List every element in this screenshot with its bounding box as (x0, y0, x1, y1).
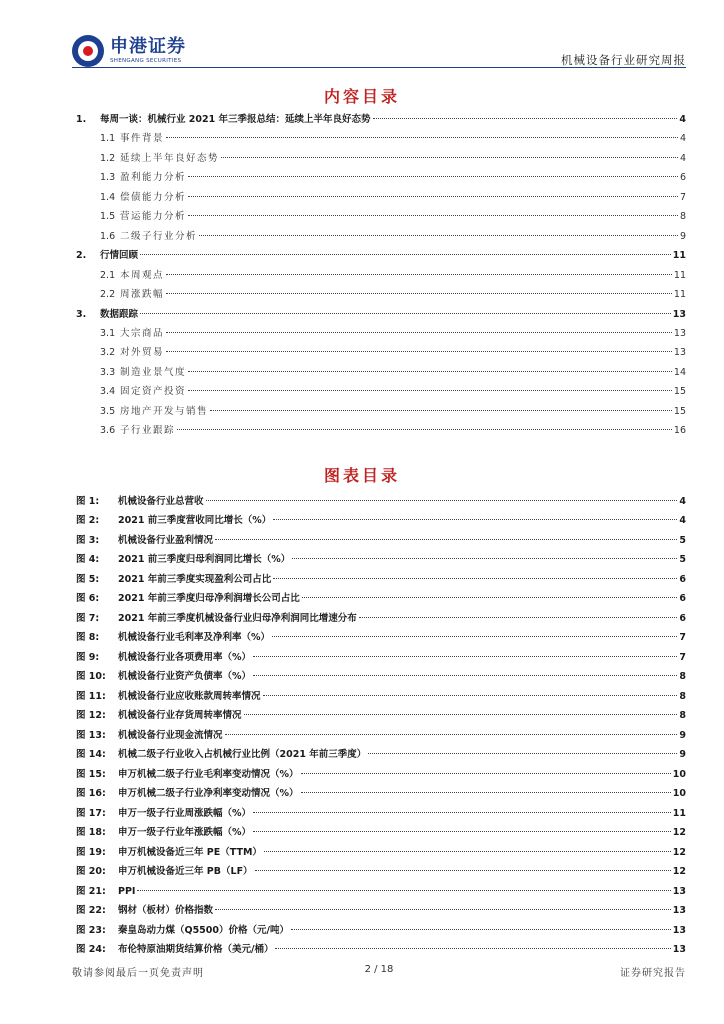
toc-title: 内容目录 (323, 87, 400, 106)
figure-number: 图 9: (76, 651, 100, 663)
toc-section-entry[interactable] (100, 364, 686, 382)
figure-list-entry[interactable] (76, 863, 686, 881)
toc-section-entry[interactable] (100, 130, 686, 148)
toc-entry-title: 偿债能力分析 (120, 191, 187, 203)
figure-list-entry[interactable] (76, 688, 686, 706)
figure-caption: 申万机械设备近三年 PB（LF） (118, 866, 253, 878)
figure-caption: 2021 前三季度归母利润同比增长（%） (118, 554, 291, 566)
figure-caption: 申万机械二级子行业毛利率变动情况（%） (118, 768, 299, 780)
figure-number: 图 10: (76, 671, 106, 683)
figure-leader-dots (137, 890, 670, 891)
toc-entry-page: 15 (673, 405, 686, 417)
figure-number: 图 23: (76, 924, 106, 936)
toc-section-entry[interactable] (100, 189, 686, 207)
figure-page: 12 (672, 866, 686, 878)
toc-entry-title: 行情回顾 (100, 250, 139, 262)
figure-leader-dots (273, 578, 677, 579)
figure-caption: 2021 年前三季度机械设备行业归母净利润同比增速分布 (118, 612, 357, 624)
toc-entry-title: 周涨跌幅 (120, 289, 165, 301)
figure-leader-dots (255, 870, 671, 871)
figure-number: 图 14: (76, 749, 106, 761)
figure-list-entry[interactable] (76, 746, 686, 764)
figure-number: 图 11: (76, 690, 106, 702)
figure-page: 4 (679, 496, 686, 507)
figure-leader-dots (225, 734, 678, 735)
figure-list-entry[interactable] (76, 844, 686, 862)
figure-leader-dots (291, 929, 671, 930)
toc-section-entry[interactable] (100, 422, 686, 440)
figure-list-entry[interactable] (76, 883, 686, 901)
toc-entry-page: 15 (673, 386, 686, 398)
toc-leader-dots (188, 196, 678, 197)
figure-number: 图 13: (76, 729, 106, 741)
figure-page: 8 (679, 690, 686, 702)
toc-entry-page: 6 (679, 172, 686, 184)
logo-name-cn: 申港证券 (110, 36, 186, 57)
figure-page: 7 (679, 632, 686, 644)
figure-caption: 机械设备行业应收账款周转率情况 (118, 690, 261, 702)
figure-page: 9 (679, 749, 686, 761)
toc-entry-number: 3.6 (100, 425, 116, 437)
report-type: 机械设备行业研究周报 (561, 53, 686, 67)
figure-list-entry[interactable] (76, 532, 686, 550)
figure-caption: 2021 前三季度营收同比增长（%） (118, 515, 272, 527)
figure-leader-dots (292, 558, 677, 559)
toc-chapter-entry[interactable] (76, 247, 686, 265)
toc-chapter-entry[interactable] (76, 306, 686, 324)
toc-entry-title: 房地产开发与销售 (120, 405, 209, 417)
toc-leader-dots (166, 137, 678, 138)
figure-number: 图 22: (76, 905, 106, 917)
toc-entry-page: 11 (673, 289, 686, 301)
figure-number: 图 20: (76, 866, 106, 878)
figure-number: 图 24: (76, 944, 106, 956)
figure-list-entry[interactable] (76, 571, 686, 589)
figure-list-entry[interactable] (76, 766, 686, 784)
figure-number: 图 3: (76, 534, 100, 546)
figure-list-entry[interactable] (76, 941, 686, 959)
figure-leader-dots (272, 636, 677, 637)
toc-entry-title: 对外贸易 (120, 347, 165, 359)
figure-page: 12 (672, 846, 686, 858)
toc-leader-dots (166, 274, 672, 275)
toc-leader-dots (140, 254, 671, 255)
page-header (72, 30, 686, 70)
figure-page: 11 (672, 807, 686, 819)
header-divider (72, 67, 686, 68)
toc-entry-number: 3. (76, 308, 87, 320)
toc-section-entry[interactable] (100, 344, 686, 362)
figure-list-entry[interactable] (76, 707, 686, 725)
figure-caption: 布伦特原油期货结算价格（美元/桶） (118, 944, 274, 956)
figure-leader-dots (301, 792, 671, 793)
toc-leader-dots (188, 371, 672, 372)
figure-page: 7 (679, 651, 686, 663)
toc-section-entry[interactable] (100, 403, 686, 421)
figure-list-entry[interactable] (76, 805, 686, 823)
disclaimer-note: 敬请参阅最后一页免责声明 (72, 968, 204, 979)
toc-entry-title: 每周一谈：机械行业 2021 年三季报总结：延续上半年良好态势 (100, 114, 371, 125)
figure-number: 图 7: (76, 612, 100, 624)
figure-page: 6 (679, 612, 686, 624)
figure-leader-dots (253, 675, 677, 676)
toc-entry-page: 9 (679, 230, 686, 242)
toc-entry-page: 11 (673, 269, 686, 281)
figure-caption: 机械设备行业盈利情况 (118, 534, 214, 546)
figure-list-entry[interactable] (76, 785, 686, 803)
figure-leader-dots (244, 714, 678, 715)
figure-page: 13 (672, 924, 686, 936)
toc-entry-title: 本周观点 (120, 269, 165, 281)
toc-entry-number: 1.1 (100, 133, 116, 145)
toc-chapter-entry[interactable] (76, 111, 686, 129)
toc-entry-title: 固定资产投资 (120, 386, 187, 398)
toc-section-entry[interactable] (100, 383, 686, 401)
toc-entry-page: 14 (673, 366, 686, 378)
toc-leader-dots (140, 313, 671, 314)
toc-entry-title: 盈利能力分析 (120, 172, 187, 184)
toc-entry-page: 13 (673, 327, 686, 339)
toc-section-entry[interactable] (100, 208, 686, 226)
figure-page: 10 (672, 788, 686, 800)
figure-leader-dots (273, 519, 677, 520)
figure-leader-dots (215, 909, 671, 910)
figure-caption: 机械设备行业各项费用率（%） (118, 651, 252, 663)
toc-entry-title: 大宗商品 (120, 327, 165, 339)
toc-leader-dots (188, 215, 678, 216)
figure-leader-dots (215, 539, 677, 540)
toc-section-entry[interactable] (100, 169, 686, 187)
toc-entry-number: 1.4 (100, 191, 116, 203)
toc-entry-page: 4 (679, 152, 686, 164)
toc-entry-title: 延续上半年良好态势 (120, 152, 220, 164)
figure-page: 4 (679, 515, 686, 527)
figure-list-entry[interactable] (76, 590, 686, 608)
figure-number: 图 8: (76, 632, 100, 644)
figure-list-entry[interactable] (76, 922, 686, 940)
figure-list-entry[interactable] (76, 649, 686, 667)
toc-leader-dots (199, 235, 678, 236)
toc-entry-number: 3.1 (100, 327, 116, 339)
figure-leader-dots (275, 948, 670, 949)
figure-caption: 秦皇岛动力煤（Q5500）价格（元/吨） (118, 924, 289, 936)
toc-leader-dots (166, 293, 672, 294)
toc-entry-title: 制造业景气度 (120, 366, 187, 378)
toc-leader-dots (221, 157, 678, 158)
figure-caption: 2021 年前三季度归母净利润增长公司占比 (118, 593, 300, 605)
figure-number: 图 17: (76, 807, 106, 819)
figure-caption: PPI (118, 885, 136, 897)
toc-entry-page: 7 (679, 191, 686, 203)
toc-section-entry[interactable] (100, 228, 686, 246)
figure-number: 图 2: (76, 515, 100, 527)
figure-number: 图 16: (76, 788, 106, 800)
figure-leader-dots (359, 617, 678, 618)
figure-page: 13 (672, 905, 686, 917)
toc-entry-title: 事件背景 (120, 133, 165, 145)
figure-page: 8 (679, 710, 686, 722)
toc-entry-page: 16 (673, 425, 686, 437)
figure-page: 9 (679, 729, 686, 741)
figure-number: 图 15: (76, 768, 106, 780)
figure-page: 13 (672, 944, 686, 956)
figure-caption: 申万一级子行业年涨跌幅（%） (118, 827, 252, 839)
figure-list-title: 图表目录 (323, 466, 400, 485)
toc-entry-title: 二级子行业分析 (120, 230, 198, 242)
figure-caption: 2021 年前三季度实现盈利公司占比 (118, 573, 272, 585)
figure-list-entry[interactable] (76, 551, 686, 569)
figure-number: 图 4: (76, 554, 100, 566)
toc-entry-page: 13 (673, 347, 686, 359)
figure-page: 10 (672, 768, 686, 780)
figure-leader-dots (206, 500, 678, 501)
figure-caption: 机械设备行业资产负债率（%） (118, 671, 252, 683)
logo-icon (72, 35, 104, 67)
figure-list-entry[interactable] (76, 493, 686, 511)
figure-number: 图 6: (76, 593, 100, 605)
figure-page: 6 (679, 573, 686, 585)
figure-leader-dots (253, 812, 671, 813)
toc-entry-page: 4 (679, 133, 686, 145)
figure-number: 图 12: (76, 710, 106, 722)
toc-section-entry[interactable] (100, 150, 686, 168)
figure-number: 图 18: (76, 827, 106, 839)
figure-caption: 钢材（板材）价格指数 (118, 905, 214, 917)
figure-list-entry[interactable] (76, 902, 686, 920)
figure-number: 图 1: (76, 496, 100, 507)
toc-leader-dots (210, 410, 672, 411)
toc-entry-number: 1.5 (100, 211, 116, 223)
figure-leader-dots (301, 773, 671, 774)
toc-entry-number: 1.3 (100, 172, 116, 184)
figure-list-entry[interactable] (76, 727, 686, 745)
figure-page: 13 (672, 885, 686, 897)
toc-entry-number: 2.2 (100, 289, 116, 301)
figure-caption: 机械设备行业现金流情况 (118, 729, 223, 741)
figure-list-entry[interactable] (76, 512, 686, 530)
toc-leader-dots (177, 429, 672, 430)
toc-entry-title: 数据跟踪 (100, 308, 139, 320)
company-logo (72, 34, 186, 68)
toc-leader-dots (166, 332, 672, 333)
figure-leader-dots (253, 831, 671, 832)
toc-entry-page: 13 (672, 308, 686, 320)
figure-number: 图 5: (76, 573, 100, 585)
toc-entry-page: 11 (672, 250, 686, 262)
toc-leader-dots (188, 390, 672, 391)
toc-entry-page: 8 (679, 211, 686, 223)
toc-entry-number: 3.4 (100, 386, 116, 398)
toc-section-entry[interactable] (100, 325, 686, 343)
toc-section-entry[interactable] (100, 267, 686, 285)
figure-page: 5 (679, 534, 686, 546)
page-footer (72, 964, 686, 980)
logo-name-en: SHENGANG SECURITIES (110, 58, 182, 64)
toc-leader-dots (166, 351, 672, 352)
figure-caption: 机械二级子行业收入占机械行业比例（2021 年前三季度） (118, 749, 367, 761)
report-label: 证券研究报告 (620, 968, 686, 979)
toc-entry-number: 3.5 (100, 405, 116, 417)
figure-caption: 机械设备行业存货周转率情况 (118, 710, 242, 722)
figure-page: 8 (679, 671, 686, 683)
toc-entry-number: 1.2 (100, 152, 116, 164)
figure-page: 12 (672, 827, 686, 839)
figure-list-entry[interactable] (76, 824, 686, 842)
figure-number: 图 21: (76, 885, 106, 897)
toc-entry-number: 3.2 (100, 347, 116, 359)
figure-list-entry[interactable] (76, 629, 686, 647)
toc-entry-number: 1. (76, 114, 87, 125)
toc-entry-title: 营运能力分析 (120, 211, 187, 223)
toc-section-entry[interactable] (100, 286, 686, 304)
toc-entry-number: 1.6 (100, 230, 116, 242)
figure-caption: 机械设备行业总营收 (118, 496, 204, 507)
figure-leader-dots (263, 695, 678, 696)
toc-entry-number: 2. (76, 250, 87, 262)
figure-leader-dots (368, 753, 677, 754)
figure-list-entry[interactable] (76, 610, 686, 628)
figure-leader-dots (253, 656, 677, 657)
figure-caption: 申万机械二级子行业净利率变动情况（%） (118, 788, 299, 800)
toc-entry-number: 2.1 (100, 269, 116, 281)
figure-page: 6 (679, 593, 686, 605)
figure-leader-dots (264, 851, 671, 852)
toc-entry-title: 子行业跟踪 (120, 425, 176, 437)
toc-leader-dots (188, 176, 678, 177)
figure-leader-dots (302, 597, 678, 598)
figure-caption: 申万一级子行业周涨跌幅（%） (118, 807, 252, 819)
figure-caption: 机械设备行业毛利率及净利率（%） (118, 632, 271, 644)
figure-list-entry[interactable] (76, 668, 686, 686)
toc-leader-dots (373, 118, 678, 119)
figure-page: 5 (679, 554, 686, 566)
figure-caption: 申万机械设备近三年 PE（TTM） (118, 846, 262, 858)
toc-entry-page: 4 (679, 114, 686, 125)
page-number: 2 / 18 (364, 964, 394, 975)
toc-entry-number: 3.3 (100, 366, 116, 378)
figure-number: 图 19: (76, 846, 106, 858)
